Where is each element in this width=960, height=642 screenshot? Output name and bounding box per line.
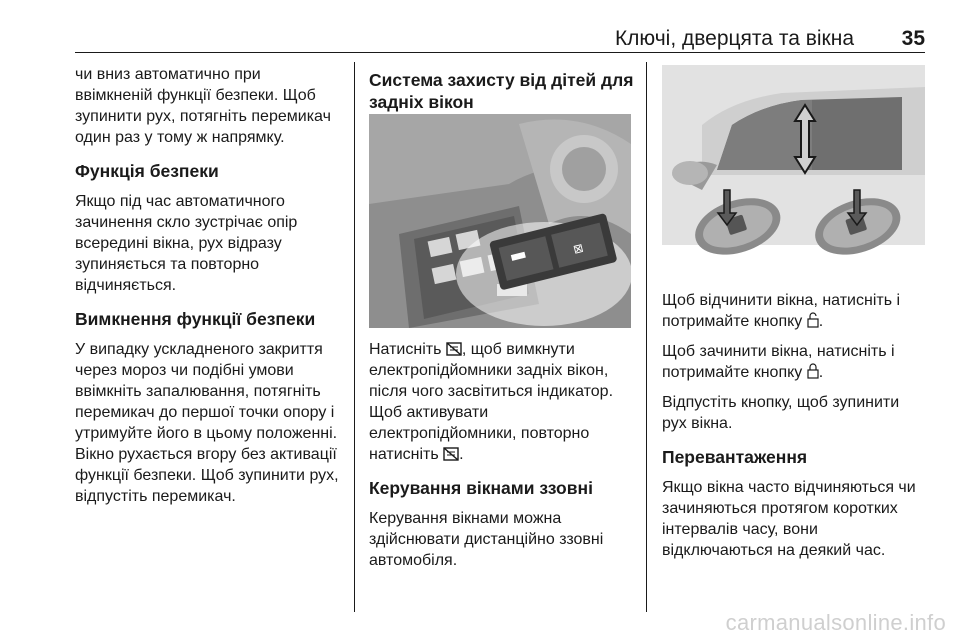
- text-line: Якщо під час автоматичного: [75, 193, 285, 210]
- text-run: потримайте кнопку: [662, 364, 807, 381]
- text-line: функції безпеки. Щоб зупинити рух,: [75, 467, 339, 484]
- paragraph: [662, 477, 927, 561]
- paragraph: [369, 508, 639, 571]
- text-line: Відпустіть кнопку, щоб зупинити: [662, 394, 900, 411]
- text-line: Щоб зачинити вікна, натисніть і: [662, 343, 895, 360]
- text-line: Щоб відчинити вікна, натисніть і: [662, 292, 901, 309]
- text-line: здійснювати дистанційно ззовні: [369, 531, 604, 548]
- header-rule: [75, 52, 925, 53]
- text-run: .: [818, 313, 824, 330]
- heading-line: Система захисту від дітей для: [369, 70, 634, 90]
- text-run: .: [818, 364, 824, 381]
- paragraph: [75, 339, 350, 507]
- text-line: утримуйте його в цьому положенні.: [75, 425, 338, 442]
- text-line: ввімкніть запалювання, потягніть: [75, 383, 321, 400]
- text-line: інтервалів часу, вони: [662, 521, 818, 538]
- text-line: ввімкненій функції безпеки. Щоб: [75, 87, 316, 104]
- paragraph: [662, 290, 927, 332]
- text-line: зачинення скло зустрічає опір: [75, 214, 298, 231]
- unlock-button-icon: [807, 312, 819, 328]
- section-heading-overload: Перевантаження: [662, 447, 808, 467]
- paragraph: [369, 339, 639, 465]
- text-run: , щоб вимкнути: [461, 341, 575, 358]
- text-line: автомобіля.: [369, 552, 458, 569]
- text-line: зупинити рух, потягніть перемикач: [75, 108, 331, 125]
- text-line: Якщо вікна часто відчиняються чи: [662, 479, 916, 496]
- text-line: електропідйомники задніх вікон,: [369, 362, 609, 379]
- text-line: відчиняється.: [75, 277, 177, 294]
- text-line: Щоб активувати: [369, 404, 489, 421]
- text-line: рух вікна.: [662, 415, 733, 432]
- lock-button-icon: [807, 363, 819, 379]
- running-header: Ключі, дверцята та вікна: [614, 27, 854, 50]
- door-switch-illustration: [369, 114, 631, 328]
- text-line: зупиняється та повторно: [75, 256, 260, 273]
- text-run: натисніть: [369, 446, 444, 463]
- text-line: всередині вікна, рух відразу: [75, 235, 282, 252]
- text-line: після чого засвітиться індикатор.: [369, 383, 614, 400]
- page-number: 35: [901, 27, 925, 50]
- text-line: один раз у тому ж напрямку.: [75, 129, 285, 146]
- text-line: через мороз чи подібні умови: [75, 362, 294, 379]
- section-heading-safety: Функція безпеки: [75, 161, 219, 181]
- text-line: У випадку ускладненого закриття: [75, 341, 323, 358]
- heading-line: задніх вікон: [369, 92, 474, 112]
- column-1: [75, 64, 350, 507]
- column-divider-1: [354, 62, 355, 612]
- paragraph: [75, 64, 350, 148]
- column-3: [662, 290, 927, 561]
- text-line: перемикач до першої точки опору і: [75, 404, 335, 421]
- paragraph: [662, 341, 927, 383]
- child-lock-window-icon: [446, 342, 462, 356]
- child-lock-window-icon: [443, 447, 459, 461]
- text-line: зачиняються протягом коротких: [662, 500, 898, 517]
- text-line: електропідйомники, повторно: [369, 425, 590, 442]
- text-line: Керування вікнами можна: [369, 510, 562, 527]
- text-line: Вікно рухається вгору без активації: [75, 446, 337, 463]
- section-heading-disable-safety: Вимкнення функції безпеки: [75, 309, 316, 329]
- section-heading-child-lock: [369, 69, 634, 113]
- remote-window-illustration: [662, 65, 925, 279]
- svg-text:⊠: ⊠: [571, 240, 585, 257]
- text-line: чи вниз автоматично при: [75, 66, 261, 83]
- watermark: carmanualsonline.info: [725, 610, 946, 635]
- text-line: відключаються на деякий час.: [662, 542, 886, 559]
- column-divider-2: [646, 62, 647, 612]
- column-2: [369, 69, 634, 113]
- paragraph: [75, 191, 350, 296]
- text-run: Натисніть: [369, 341, 446, 358]
- column-2-body: [369, 339, 639, 571]
- text-run: потримайте кнопку: [662, 313, 807, 330]
- text-line: відпустіть перемикач.: [75, 488, 236, 505]
- section-heading-remote-windows: Керування вікнами ззовні: [369, 478, 593, 498]
- text-run: .: [459, 446, 464, 463]
- paragraph: [662, 392, 927, 434]
